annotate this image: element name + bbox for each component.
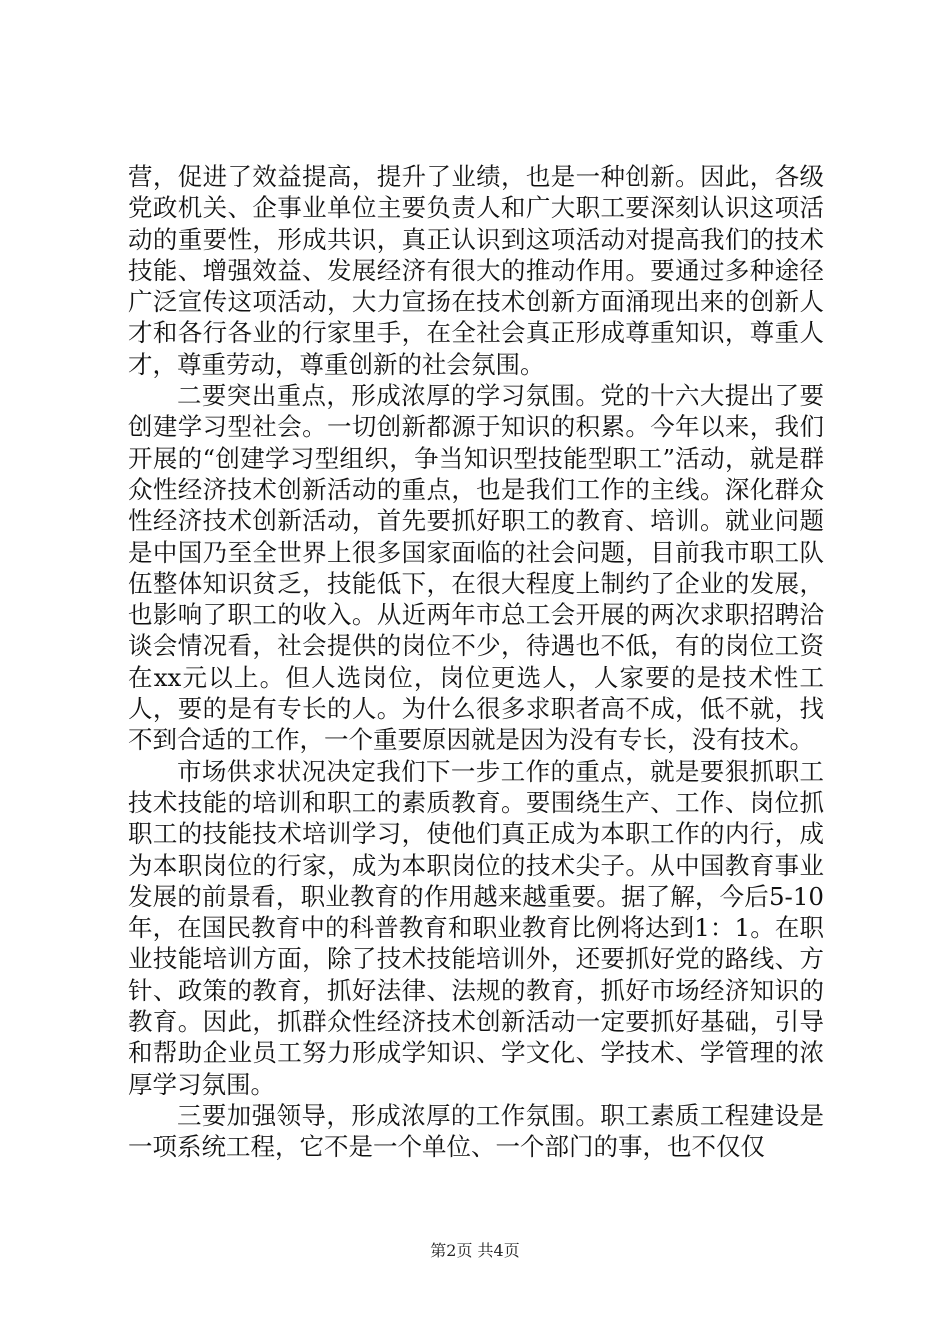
paragraph-1: 营，促进了效益提高，提升了业绩，也是一种创新。因此，各级党政机关、企事业单位主要负责人和广大职工要深刻认识这项活动的重要性，形成共识，真正认识到这项活动对提高我们的技术技能、增强效益、发展经济有很大的推动作用。要通过多种途径广泛宣传这项活动，大力宣扬在技术创新方面涌现出来的创新人才和各行各业的行家里手，在全社会真正形成尊重知识，尊重人才，尊重劳动，尊重创新的社会氛围。: [128, 162, 824, 379]
paragraph-2: 二要突出重点，形成浓厚的学习氛围。党的十六大提出了要创建学习型社会。一切创新都源于知识的积累。今年以来，我们开展的“创建学习型组织，争当知识型技能型职工”活动，就是群众性经济技术创新活动的重点，也是我们工作的主线。深化群众性经济技术创新活动，首先要抓好职工的教育、培训。就业问题是中国乃至全世界上很多国家面临的社会问题，目前我市职工队伍整体知识贫乏，技能低下，在很大程度上制约了企业的发展，也影响了职工的收入。从近两年市总工会开展的两次求职招聘洽谈会情况看，社会提供的岗位不少，待遇也不低，有的岗位工资在xx元以上。但人选岗位，岗位更选人，人家要的是技术性工人，要的是有专长的人。为什么很多求职者高不成，低不就，找不到合适的工作，一个重要原因就是因为没有专长，没有技术。: [128, 381, 824, 755]
paragraph-4: 三要加强领导，形成浓厚的工作氛围。职工素质工程建设是一项系统工程，它不是一个单位、一个部门的事，也不仅仅: [128, 1100, 824, 1162]
document-body: [128, 161, 824, 1163]
paragraph-3: 市场供求状况决定我们下一步工作的重点，就是要狠抓职工技术技能的培训和职工的素质教育。要围绕生产、工作、岗位抓职工的技能技术培训学习，使他们真正成为本职工作的内行，成为本职岗位的行家，成为本职岗位的技术尖子。从中国教育事业发展的前景看，职业教育的作用越来越重要。据了解，今后5-10年，在国民教育中的科普教育和职业教育比例将达到1：1。在职业技能培训方面，除了技术技能培训外，还要抓好党的路线、方针、政策的教育，抓好法律、法规的教育，抓好市场经济知识的教育。因此，抓群众性经济技术创新活动一定要抓好基础，引导和帮助企业员工努力形成学知识、学文化、学技术、学管理的浓厚学习氛围。: [128, 756, 824, 1099]
page-footer: 第2页 共4页: [430, 1241, 520, 1260]
